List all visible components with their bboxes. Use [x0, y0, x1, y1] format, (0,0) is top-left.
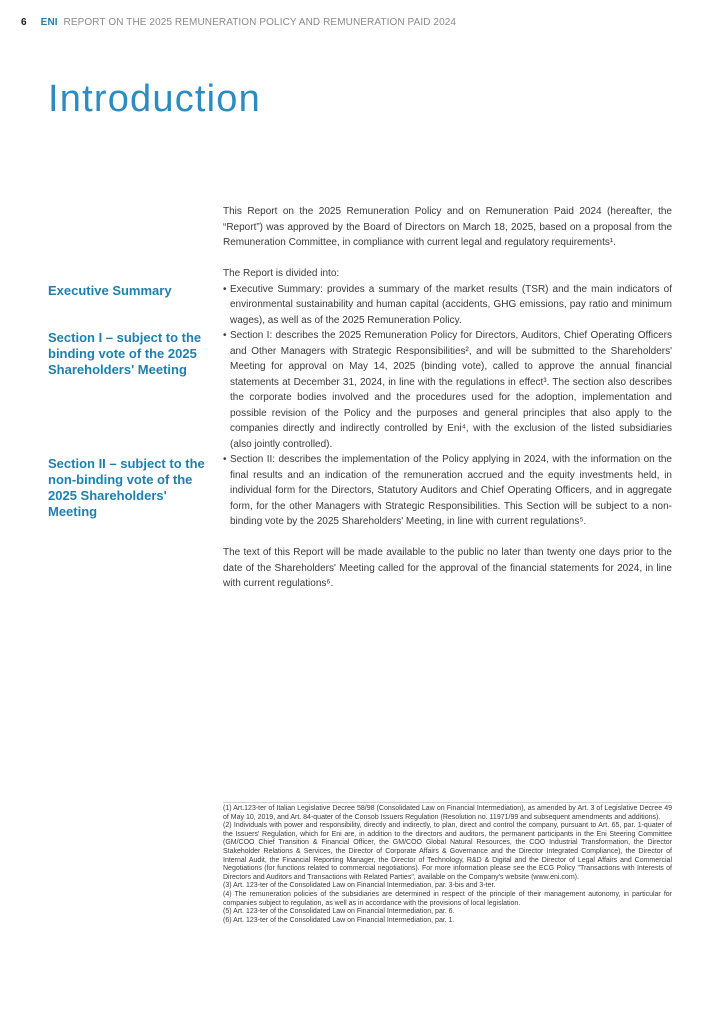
- divided-into-text: The Report is divided into:: [223, 268, 340, 279]
- brand-name: ENI: [40, 17, 58, 28]
- report-title: REPORT ON THE 2025 REMUNERATION POLICY AND REMUNERATION PAID 2024: [63, 17, 457, 28]
- side-label-section-2: Section II – subject to the non-binding vote of the 2025 Shareholders' Meeting: [48, 456, 205, 519]
- page-title: Introduction: [48, 78, 261, 120]
- bullet-section-1: • Section I: describes the 2025 Remuneration Policy for Directors, Auditors, Chief Operating Officers and Other Managers with Strategic Responsibilities², and will be submitted to the Shareholders' Meeting for approval on May 14, 2025 (binding vote), called to approve the annual financial statements at December 31, 2024, in line with the regulations in effect³. The section also describes the corporate bodies involved and the procedures used for the adoption, implementation and possible revision of the Policy and the purposes and general principles that also apply to the companies directly and indirectly controlled by Eni⁴, with the exclusion of the listed subsidiaries (also jointly controlled).: [223, 328, 672, 452]
- footnote: (4) The remuneration policies of the subsidiaries are determined in respect of the principle of their management autonomy, in particular for companies subject to regulation, as well as in accordance with the provisions of local legislation.: [223, 890, 672, 907]
- footnote: (5) Art. 123-ter of the Consolidated Law on Financial Intermediation, par. 6.: [223, 908, 455, 916]
- body-text: [223, 204, 672, 592]
- bullet-executive-summary: • Executive Summary: provides a summary of the market results (TSR) and the main indicators of environmental sustainability and human capital (accidents, GHG emissions, pay ratio and minimum wages), as well as of the 2025 Remuneration Policy.: [223, 282, 672, 329]
- footnote: (3) Art. 123-ter of the Consolidated Law on Financial Intermediation, par. 3-bis and 3-ter.: [223, 882, 496, 890]
- side-label-section-1: Section I – subject to the binding vote of the 2025 Shareholders' Meeting: [48, 330, 202, 377]
- bullet-section-2: • Section II: describes the implementation of the Policy applying in 2024, with the information on the final results and an indication of the remuneration accrued and the equity investments held, in individual form for the Directors, Statutory Auditors and Chief Operating Officers, and in aggregate form, for the other Managers with Strategic Responsibilities. This Section will be subject to a non-binding vote by the 2025 Shareholders' Meeting, in line with current regulations⁵.: [223, 452, 672, 530]
- footnote: (6) Art. 123-ter of the Consolidated Law on Financial Intermediation, par. 1.: [223, 916, 455, 924]
- side-label-executive-summary: Executive Summary: [48, 283, 172, 298]
- page-number: 6: [21, 17, 27, 28]
- closing-paragraph: The text of this Report will be made available to the public no later than twenty one days prior to the date of the Shareholders' Meeting called for the approval of the financial statements for 2024, in line with current regulations⁶.: [223, 547, 672, 589]
- bullet-text: Executive Summary: provides a summary of the market results (TSR) and the main indicators of environmental sustainability and human capital (accidents, GHG emissions, pay ratio and minimum wages), as well as of the 2025 Remuneration Policy.: [230, 283, 672, 326]
- intro-paragraph: This Report on the 2025 Remuneration Policy and on Remuneration Paid 2024 (hereafter, the “Report”) was approved by the Board of Directors on March 18, 2025, based on a proposal from the Remuneration Committee, in compliance with current legal and regulatory requirements¹.: [223, 206, 672, 248]
- bullet-text: Section II: describes the implementation of the Policy applying in 2024, with the information on the final results and an indication of the remuneration accrued and the equity investments held, in individual form for the Directors, Statutory Auditors and Chief Operating Officers, and in aggregate form, for the other Managers with Strategic Responsibilities. This Section will be subject to a non-binding vote by the 2025 Shareholders' Meeting, in line with current regulations⁵.: [230, 454, 672, 527]
- bullet-text: Section I: describes the 2025 Remuneration Policy for Directors, Auditors, Chief Operating Officers and Other Managers with Strategic Responsibilities², and will be submitted to the Shareholders' Meeting for approval on May 14, 2025 (binding vote), called to approve the annual financial statements at December 31, 2024, in line with the regulations in effect³. The section also describes the corporate bodies involved and the procedures used for the adoption, implementation and possible revision of the Policy and the purposes and general principles that also apply to the companies directly and indirectly controlled by Eni⁴, with the exclusion of the listed subsidiaries (also jointly controlled).: [230, 330, 672, 450]
- footnote: (1) Art.123-ter of Italian Legislative Decree 58/98 (Consolidated Law on Financial Intermediation), as amended by Art. 3 of Legislative Decree 49 of May 10, 2019, and Art. 84-quater of the Consob Issuers Regulation (Resolution no. 11971/99 and subsequent amendments and additions).: [223, 805, 672, 821]
- running-header: [21, 17, 456, 28]
- footnotes: [223, 802, 672, 925]
- footnote: (2) Individuals with power and responsibility, directly and indirectly, to plan, direct and control the company, pursuant to Art. 65, par. 1-quater of the Issuers' Regulation, which for Eni are, in addition to the directors and auditors, the permanent participants in the Eni Steering Committee (GM/COO Chief Transition & Financial Officer, the GM/COO Global Natural Resources, the COO Industrial Transformation, the Director Stakeholder Relations & Services, the Director of Corporate Affairs & Governance and the Director Integrated Compliance), the Director of Internal Audit, the Financial Reporting Manager, the Director of Technology, R&D & Digital and the Director of Legal Affairs and Commercial Negotiations (for functions related to commercial negotiations). For more information please see the ECG Policy "Transactions with Interests of Directors and Auditors and Transactions with Related Parties", available on the Company's website (www.eni.com).: [223, 822, 672, 881]
